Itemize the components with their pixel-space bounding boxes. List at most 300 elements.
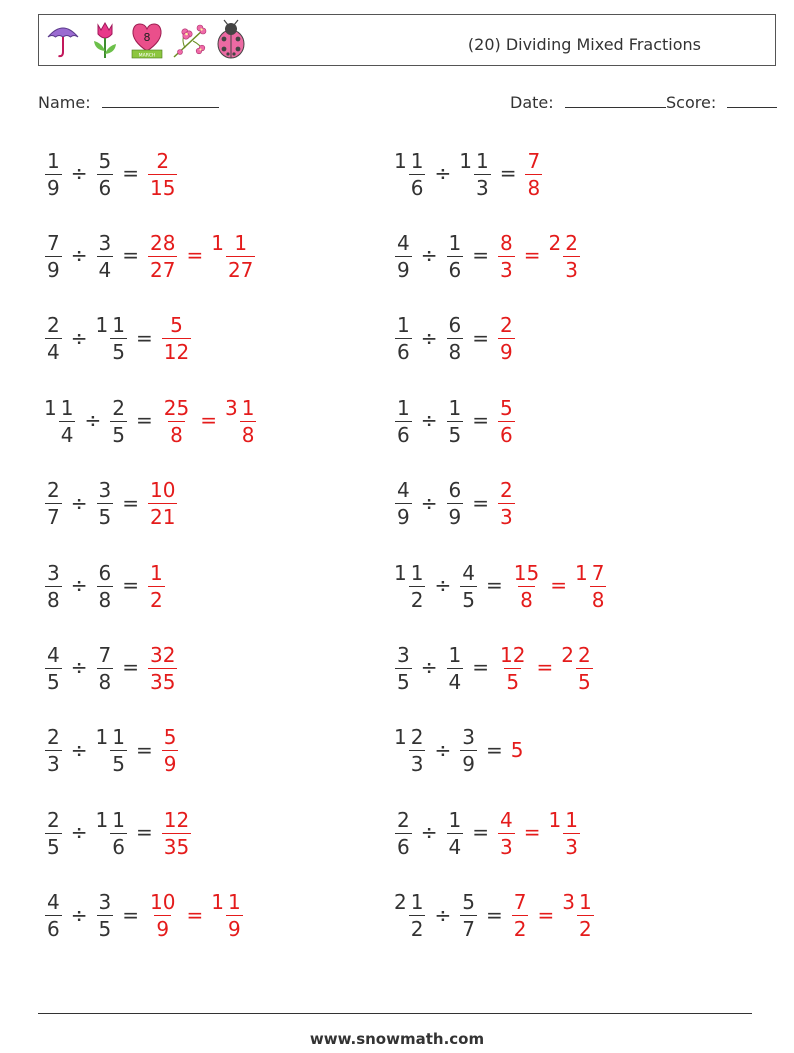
problem	[394, 390, 516, 450]
problem	[44, 885, 244, 945]
term	[394, 808, 413, 857]
problem	[394, 225, 581, 285]
fraction	[162, 395, 191, 447]
term	[44, 231, 63, 280]
fraction	[395, 313, 412, 365]
denominator: 8	[591, 587, 605, 612]
problem	[44, 555, 166, 615]
numerator: 6	[448, 313, 462, 338]
answer-term	[225, 396, 257, 445]
numerator: 1	[112, 807, 125, 832]
fraction	[110, 313, 127, 365]
denominator: 9	[397, 505, 410, 530]
answer-term	[542, 573, 575, 597]
problem	[394, 720, 524, 780]
divide-sign: ÷	[70, 243, 88, 268]
term	[96, 231, 115, 280]
fraction	[148, 560, 165, 612]
denominator: 3	[565, 257, 578, 282]
fraction	[498, 313, 515, 365]
fraction	[563, 807, 580, 859]
term	[446, 478, 465, 530]
problem	[44, 802, 192, 862]
heart-ribbon-text: MARCH	[138, 53, 156, 59]
fraction	[460, 560, 477, 612]
denominator: 6	[397, 340, 410, 365]
denominator: 9	[47, 257, 60, 282]
numerator: 4	[462, 560, 475, 585]
fraction	[512, 890, 529, 942]
equals-sign: =	[485, 902, 503, 927]
numerator: 1	[60, 395, 74, 420]
equals-sign: =	[485, 737, 503, 762]
numerator: 4	[47, 890, 60, 915]
problem	[394, 308, 516, 368]
numerator: 2	[500, 313, 513, 338]
denominator: 9	[47, 175, 60, 200]
fraction	[395, 807, 412, 859]
denominator: 12	[163, 340, 190, 365]
fraction	[498, 478, 515, 530]
equals-sign: =	[523, 820, 541, 845]
answer-term	[511, 738, 525, 762]
whole-number: 1	[95, 313, 109, 338]
answer-term	[528, 655, 561, 679]
answer-term	[161, 725, 180, 777]
numerator: 1	[112, 313, 125, 338]
denominator: 6	[397, 834, 410, 859]
term	[95, 313, 128, 365]
denominator: 8	[241, 422, 255, 447]
fraction	[110, 725, 127, 777]
numerator: 5	[462, 890, 475, 915]
whole-number: 1	[44, 395, 57, 420]
fraction	[148, 230, 177, 282]
term	[96, 808, 128, 857]
answer-term	[211, 890, 243, 942]
numerator: 2	[47, 725, 60, 750]
term	[394, 725, 426, 777]
denominator: 4	[47, 340, 60, 365]
divide-sign: ÷	[70, 820, 88, 845]
numerator: 2	[565, 230, 578, 255]
equals-sign: =	[537, 902, 555, 927]
numerator: 1	[234, 230, 248, 255]
equals-sign: =	[536, 655, 554, 680]
numerator: 7	[591, 560, 605, 585]
term	[76, 408, 109, 432]
denominator: 15	[150, 175, 176, 200]
denominator: 5	[47, 834, 60, 859]
term	[63, 820, 96, 844]
problem	[394, 143, 543, 203]
equals-sign: =	[122, 655, 139, 680]
term	[44, 808, 63, 857]
fraction	[45, 148, 62, 200]
denominator: 6	[98, 175, 112, 200]
fraction	[409, 725, 426, 777]
numerator: 5	[170, 313, 183, 338]
numerator: 5	[500, 395, 513, 420]
fraction	[148, 890, 177, 942]
equals-sign: =	[200, 408, 217, 433]
answer-term	[511, 561, 542, 610]
term	[478, 903, 511, 927]
term	[44, 561, 63, 610]
numerator: 1	[227, 890, 241, 915]
heart-number: 8	[143, 31, 151, 44]
numerator: 2	[397, 807, 410, 832]
term	[96, 149, 115, 198]
divide-sign: ÷	[70, 490, 88, 515]
term	[464, 326, 497, 350]
numerator: 1	[448, 395, 462, 420]
whole-number: 1	[574, 560, 588, 585]
term	[446, 231, 465, 280]
denominator: 9	[163, 752, 177, 777]
numerator: 2	[112, 395, 125, 420]
denominator: 4	[60, 422, 74, 447]
term	[446, 396, 465, 445]
answer-term	[161, 396, 192, 445]
term	[478, 573, 511, 597]
fraction	[498, 807, 515, 859]
term	[96, 478, 115, 530]
denominator: 2	[150, 587, 163, 612]
term	[464, 655, 497, 679]
numerator: 4	[397, 230, 410, 255]
fraction	[148, 478, 177, 530]
denominator: 2	[410, 917, 424, 942]
equals-sign: =	[550, 573, 567, 597]
numerator: 1	[150, 560, 163, 585]
numerator: 6	[448, 478, 462, 503]
denominator: 9	[462, 752, 475, 777]
denominator: 5	[506, 669, 520, 694]
numerator: 1	[448, 642, 462, 667]
whole-number: 1	[211, 230, 224, 255]
numerator: 12	[500, 642, 526, 667]
fraction	[97, 230, 114, 282]
term	[413, 408, 446, 432]
problem	[394, 637, 594, 697]
term	[464, 820, 497, 844]
term	[394, 231, 413, 280]
term	[413, 655, 446, 679]
answer-term	[497, 396, 516, 445]
denominator: 9	[500, 340, 513, 365]
whole-number: 2	[548, 230, 562, 255]
term	[63, 655, 96, 679]
whole-number: 1	[548, 807, 562, 832]
numerator: 10	[150, 478, 176, 503]
fraction	[162, 807, 191, 859]
term	[44, 313, 63, 365]
term	[114, 161, 147, 185]
denominator: 6	[448, 257, 462, 282]
denominator: 8	[170, 422, 183, 447]
answer-term	[147, 478, 178, 530]
fraction	[447, 395, 464, 447]
numerator: 1	[448, 230, 462, 255]
term	[114, 491, 147, 515]
term	[413, 243, 446, 267]
term	[446, 313, 465, 365]
answer-term	[178, 243, 211, 267]
term	[459, 725, 478, 777]
problem	[44, 143, 178, 203]
denominator: 4	[448, 834, 462, 859]
fraction	[498, 230, 515, 282]
term	[63, 738, 96, 762]
term	[464, 491, 497, 515]
numerator: 1	[448, 807, 462, 832]
divide-sign: ÷	[420, 655, 438, 680]
answer-term	[524, 149, 543, 198]
denominator: 27	[227, 257, 254, 282]
denominator: 35	[150, 669, 176, 694]
term	[96, 561, 115, 610]
term	[63, 573, 96, 597]
equals-sign: =	[523, 243, 541, 268]
denominator: 4	[448, 669, 462, 694]
numerator: 1	[410, 890, 424, 915]
term	[44, 396, 76, 445]
denominator: 6	[112, 834, 125, 859]
numerator: 1	[397, 313, 410, 338]
numerator: 7	[98, 642, 112, 667]
equals-sign: =	[122, 573, 139, 597]
fraction	[395, 478, 412, 530]
term	[426, 573, 459, 597]
whole-number: 2	[561, 642, 574, 667]
term	[426, 738, 459, 762]
problem	[44, 308, 192, 368]
problem	[394, 555, 607, 615]
problem	[44, 225, 256, 285]
fraction	[577, 890, 594, 942]
fraction	[409, 560, 426, 612]
term	[394, 643, 413, 692]
divide-sign: ÷	[434, 902, 452, 927]
fraction	[525, 148, 542, 200]
worksheet-title: (20) Dividing Mixed Fractions	[467, 35, 701, 54]
denominator: 3	[565, 834, 578, 859]
term	[128, 738, 161, 762]
numerator: 4	[47, 642, 60, 667]
fraction	[97, 642, 114, 694]
fraction	[162, 313, 191, 365]
divide-sign: ÷	[434, 161, 452, 185]
fraction	[45, 313, 62, 365]
term	[413, 326, 446, 350]
fraction	[409, 148, 426, 200]
denominator: 6	[410, 175, 424, 200]
denominator: 5	[112, 752, 125, 777]
term	[44, 725, 63, 777]
fraction	[97, 148, 114, 200]
whole-number: 1	[95, 725, 109, 750]
fraction	[45, 478, 62, 530]
denominator: 2	[578, 917, 592, 942]
divide-sign: ÷	[420, 490, 438, 515]
divide-sign: ÷	[70, 737, 88, 762]
equals-sign: =	[122, 902, 139, 927]
numerator: 3	[397, 642, 410, 667]
denominator: 6	[397, 422, 410, 447]
denominator: 3	[500, 505, 513, 530]
denominator: 3	[500, 834, 513, 859]
whole-number: 1	[211, 890, 224, 915]
denominator: 3	[475, 175, 489, 200]
divide-sign: ÷	[70, 161, 88, 185]
term	[394, 478, 413, 530]
term	[446, 643, 465, 692]
fraction	[45, 560, 62, 612]
term	[96, 643, 115, 692]
numerator: 3	[462, 725, 475, 750]
problem	[44, 720, 179, 780]
numerator: 2	[500, 478, 513, 503]
term	[114, 573, 147, 597]
numerator: 3	[98, 890, 112, 915]
denominator: 5	[112, 340, 125, 365]
denominator: 5	[47, 669, 60, 694]
numerator: 32	[150, 642, 176, 667]
numerator: 2	[47, 478, 60, 503]
term	[63, 243, 96, 267]
numerator: 1	[47, 148, 60, 173]
fraction	[512, 560, 541, 612]
term	[394, 890, 426, 942]
term	[44, 149, 63, 198]
fraction	[395, 642, 412, 694]
denominator: 7	[462, 917, 475, 942]
denominator: 9	[397, 257, 410, 282]
denominator: 9	[448, 505, 462, 530]
answer-term	[147, 561, 166, 610]
fraction	[110, 395, 127, 447]
term	[459, 149, 491, 198]
fraction	[226, 890, 243, 942]
answer-term	[497, 313, 516, 365]
denominator: 9	[156, 917, 170, 942]
numerator: 2	[47, 313, 60, 338]
divide-sign: ÷	[420, 243, 438, 268]
answer-term	[511, 890, 530, 942]
fraction	[45, 642, 62, 694]
answer-term	[192, 408, 225, 432]
equals-sign: =	[135, 408, 153, 433]
term	[128, 820, 161, 844]
fraction	[460, 725, 477, 777]
term	[44, 890, 63, 942]
fraction	[97, 890, 114, 942]
fraction	[97, 478, 114, 530]
denominator: 21	[150, 505, 176, 530]
term	[109, 396, 128, 445]
denominator: 4	[98, 257, 112, 282]
numerator: 3	[98, 230, 112, 255]
numerator: 7	[513, 890, 527, 915]
fraction	[498, 642, 527, 694]
answer-term	[147, 643, 178, 692]
fraction	[97, 560, 114, 612]
denominator: 8	[520, 587, 533, 612]
denominator: 6	[47, 917, 60, 942]
numerator: 7	[47, 230, 60, 255]
fraction	[240, 395, 257, 447]
denominator: 27	[150, 257, 176, 282]
problem	[394, 802, 581, 862]
footer-divider	[38, 1013, 752, 1014]
term	[63, 903, 96, 927]
divide-sign: ÷	[70, 902, 88, 927]
term	[394, 561, 426, 610]
divide-sign: ÷	[420, 325, 438, 350]
denominator: 8	[448, 340, 462, 365]
denominator: 6	[500, 422, 513, 447]
divide-sign: ÷	[70, 655, 88, 680]
answer-term	[575, 561, 607, 610]
denominator: 2	[410, 587, 424, 612]
fraction	[395, 230, 412, 282]
numerator: 25	[163, 395, 190, 420]
equals-sign: =	[122, 243, 139, 268]
term	[128, 326, 161, 350]
fraction	[447, 642, 464, 694]
equals-sign: =	[122, 490, 139, 515]
fraction	[590, 560, 607, 612]
term	[114, 903, 147, 927]
term	[114, 243, 147, 267]
numerator: 2	[156, 148, 170, 173]
fraction	[45, 230, 62, 282]
equals-sign: =	[472, 655, 489, 680]
equals-sign: =	[135, 325, 153, 350]
term	[394, 396, 413, 445]
numerator: 4	[500, 807, 513, 832]
equals-sign: =	[485, 573, 503, 597]
term	[394, 149, 426, 198]
fraction	[447, 313, 464, 365]
term	[446, 808, 465, 857]
answer-term	[497, 478, 516, 530]
term	[63, 491, 96, 515]
whole-number: 3	[562, 890, 575, 915]
equals-sign: =	[472, 408, 489, 433]
denominator: 5	[112, 422, 125, 447]
numerator: 2	[47, 807, 60, 832]
denominator: 8	[98, 669, 112, 694]
denominator: 8	[47, 587, 60, 612]
equals-sign: =	[122, 161, 139, 185]
divide-sign: ÷	[434, 573, 452, 597]
fraction	[474, 148, 491, 200]
term	[478, 738, 511, 762]
fraction	[409, 890, 426, 942]
equals-sign: =	[472, 243, 489, 268]
denominator: 3	[500, 257, 513, 282]
denominator: 7	[47, 505, 60, 530]
problem	[44, 473, 178, 533]
term	[95, 725, 128, 777]
answer-term	[549, 231, 581, 280]
term	[426, 161, 459, 185]
fraction	[563, 230, 580, 282]
problem	[44, 390, 257, 450]
equals-sign: =	[472, 325, 489, 350]
